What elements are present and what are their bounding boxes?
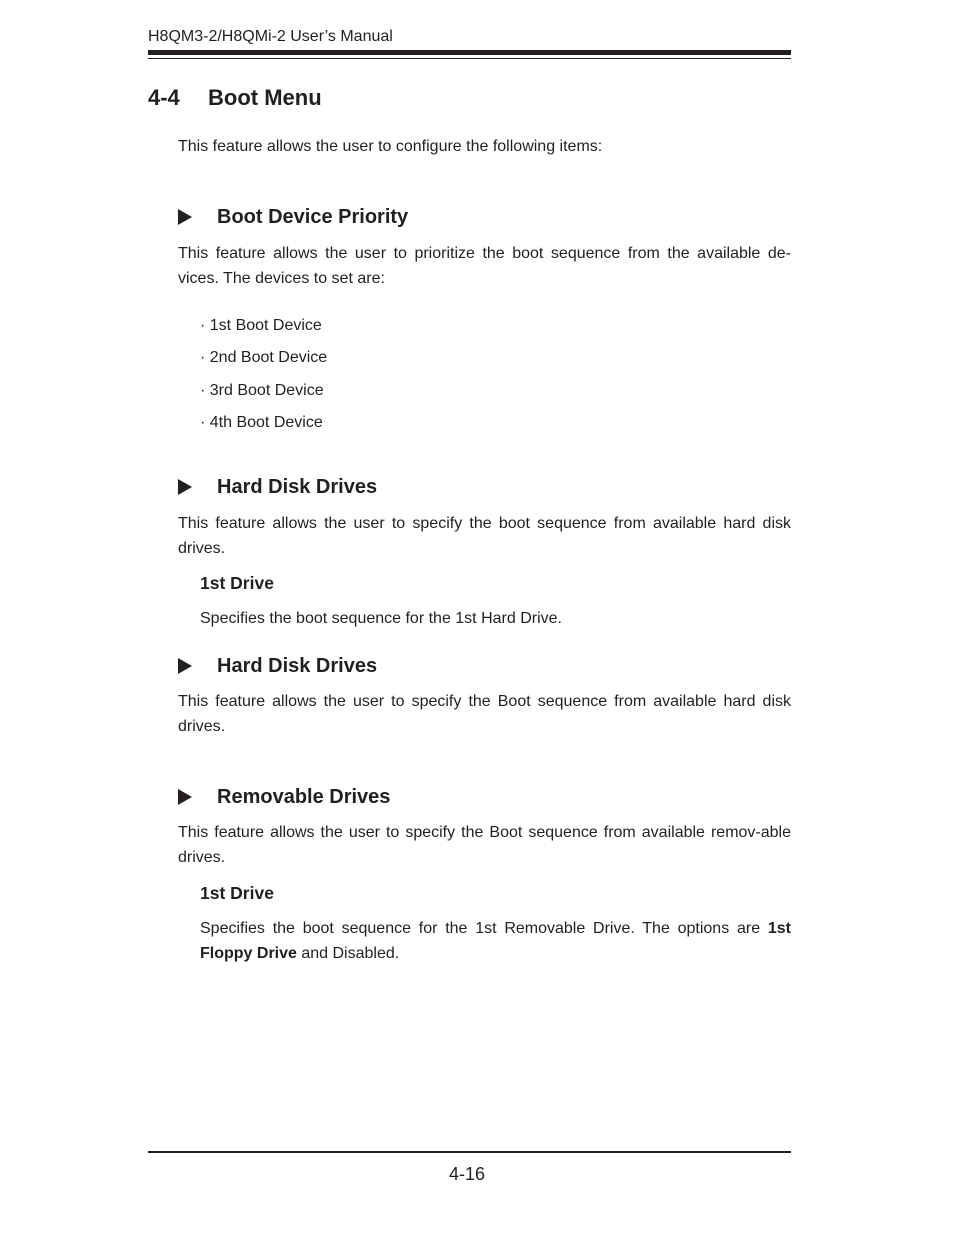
removable-drives-title: Removable Drives [217,786,391,808]
boot-device-item: · 3rd Boot Device [200,382,324,399]
removable-description-suffix: and Disabled. [296,944,400,962]
triangle-bullet-icon [178,209,192,225]
removable-description-prefix: Specifies the boot sequence for the 1st Removable Drive. The options are [200,920,768,937]
first-removable-drive-description [200,917,791,966]
boot-device-priority-description: This feature allows the user to prioritize the boot sequence from the available de-vices. The devices to set are: [178,245,791,287]
section-title-text: Boot Menu [208,85,322,110]
header-rule-thick [148,50,791,55]
footer-rule [148,1151,791,1153]
section-intro: This feature allows the user to configure the following items: [178,138,603,155]
removable-description-bold: 1st Floppy Drive [200,920,791,962]
first-drive-heading: 1st Drive [200,573,274,593]
hard-disk-drives-description-2: This feature allows the user to specify the Boot sequence from available hard disk drives. [178,693,791,735]
triangle-bullet-icon [178,789,192,805]
triangle-bullet-icon [178,658,192,674]
hard-disk-drives-description: This feature allows the user to specify the boot sequence from available hard disk drives. [178,515,791,557]
hard-disk-drives-title: Hard Disk Drives [217,476,378,498]
hard-disk-drives-title-2: Hard Disk Drives [217,655,378,677]
boot-device-item: · 4th Boot Device [200,414,323,431]
removable-drives-description: This feature allows the user to specify the Boot sequence from available remov-able drives. [178,824,791,866]
section-title [148,84,322,112]
running-header: H8QM3-2/H8QMi-2 User’s Manual [148,28,393,45]
boot-device-priority-title: Boot Device Priority [217,206,409,228]
first-drive-description: Specifies the boot sequence for the 1st Hard Drive. [200,610,562,627]
boot-device-item: · 2nd Boot Device [200,349,328,366]
triangle-bullet-icon [178,479,192,495]
first-removable-drive-heading: 1st Drive [200,883,274,903]
section-number: 4-4 [148,85,180,110]
page-number: 4-16 [449,1164,486,1184]
header-rule-thin [148,58,791,59]
boot-device-item: · 1st Boot Device [200,317,322,334]
